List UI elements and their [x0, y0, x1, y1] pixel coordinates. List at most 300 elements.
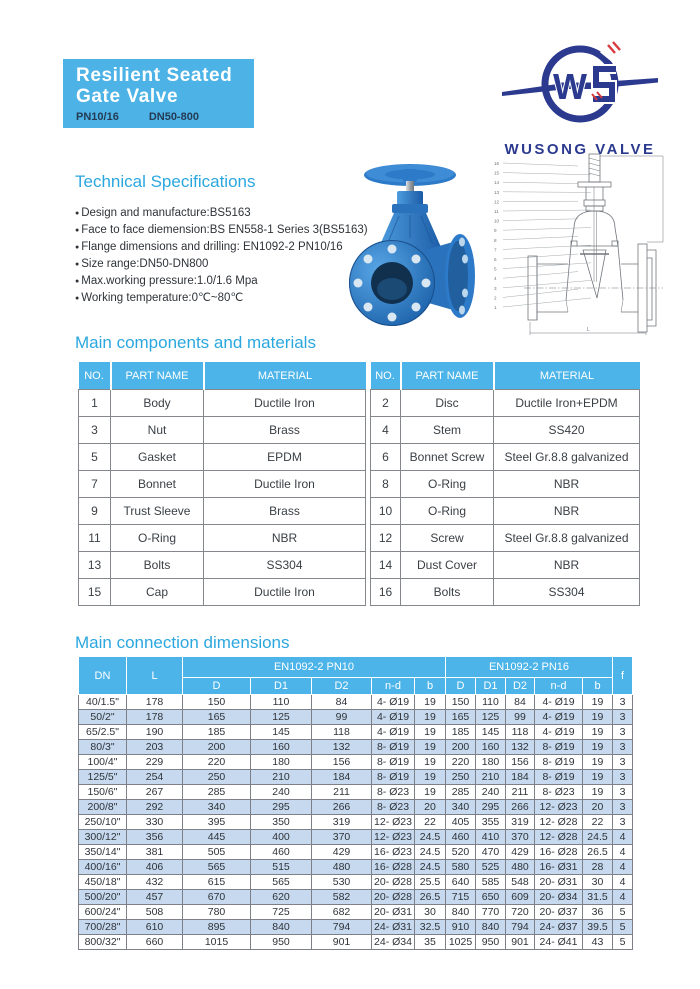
cell: 185 [183, 725, 251, 740]
cell: 178 [127, 710, 183, 725]
cell: 295 [251, 800, 312, 815]
table-row [79, 525, 366, 552]
table-row [371, 552, 640, 579]
cell: Steel Gr.8.8 galvanized [494, 444, 640, 471]
svg-text:15: 15 [494, 170, 500, 176]
cell: 210 [476, 770, 506, 785]
col-dn: DN [79, 657, 127, 695]
spec-bullet: ● Working temperature:0℃~80℃ [75, 290, 347, 307]
page-title-line2: Gate Valve [76, 86, 179, 107]
cell: 840 [476, 920, 506, 935]
spec-bullet: ● Flange dimensions and drilling: EN1092-2 PN10/16 [75, 239, 347, 256]
table-row [79, 710, 633, 725]
cell: 565 [251, 875, 312, 890]
cell: 660 [127, 935, 183, 950]
cell: 50/2" [79, 710, 127, 725]
cell: 8- Ø19 [535, 740, 583, 755]
cell: 16 [371, 579, 401, 606]
cell: 405 [446, 815, 476, 830]
cell: 429 [506, 845, 535, 860]
cell: 5 [613, 935, 633, 950]
brand-name: WUSONG VALVE [504, 141, 656, 158]
cell: 184 [312, 770, 372, 785]
cell: 19 [415, 740, 446, 755]
cell: NBR [494, 552, 640, 579]
cell: 211 [312, 785, 372, 800]
cell: 500/20" [79, 890, 127, 905]
cell: 156 [312, 755, 372, 770]
cell: O-Ring [111, 525, 204, 552]
cell: 20- Ø37 [535, 905, 583, 920]
cell: 840 [446, 905, 476, 920]
cell: 19 [583, 725, 613, 740]
cell: 19 [583, 785, 613, 800]
cell: 505 [183, 845, 251, 860]
cell: 178 [127, 695, 183, 710]
cell: 582 [312, 890, 372, 905]
svg-text:14: 14 [494, 180, 500, 186]
cell: 15 [79, 579, 111, 606]
title-block [63, 59, 254, 128]
table-row [79, 579, 366, 606]
cell: 145 [251, 725, 312, 740]
cell: Cap [111, 579, 204, 606]
svg-text:9: 9 [494, 228, 497, 234]
cell: 10 [371, 498, 401, 525]
cell: 16- Ø28 [372, 860, 415, 875]
table-row [79, 875, 633, 890]
cell: Stem [401, 417, 494, 444]
svg-text:2: 2 [494, 295, 497, 301]
wusong-logo-icon [498, 38, 662, 135]
cell: 901 [312, 935, 372, 950]
cell: 200/8" [79, 800, 127, 815]
col-d1: D1 [251, 678, 312, 695]
cell: 19 [415, 710, 446, 725]
cell: 901 [506, 935, 535, 950]
cell: 370 [312, 830, 372, 845]
cell: 6 [371, 444, 401, 471]
table-row [79, 860, 633, 875]
cell: 4- Ø19 [372, 710, 415, 725]
cell: 3 [613, 710, 633, 725]
table-row [79, 770, 633, 785]
table-row [79, 417, 366, 444]
cell: 12- Ø23 [372, 830, 415, 845]
cell: 285 [183, 785, 251, 800]
cell: 4 [613, 845, 633, 860]
cell: 24.5 [415, 860, 446, 875]
cell: 12- Ø23 [372, 815, 415, 830]
cell: 240 [251, 785, 312, 800]
cell: Ductile Iron [204, 390, 366, 417]
cell: 381 [127, 845, 183, 860]
cell: 100/4" [79, 755, 127, 770]
cell: 20 [415, 800, 446, 815]
cell: 406 [127, 860, 183, 875]
col-b: b [583, 678, 613, 695]
cell: 43 [583, 935, 613, 950]
cell: 16- Ø23 [372, 845, 415, 860]
cell: 65/2.5" [79, 725, 127, 740]
cell: 910 [446, 920, 476, 935]
cell: 840 [251, 920, 312, 935]
table-row [79, 920, 633, 935]
cell: 110 [251, 695, 312, 710]
cell: 520 [446, 845, 476, 860]
col-part-name: PART NAME [401, 362, 494, 390]
table-row [79, 845, 633, 860]
table-header-row [79, 657, 633, 678]
title-subline [76, 111, 254, 123]
cell: O-Ring [401, 471, 494, 498]
cell: SS304 [204, 552, 366, 579]
page-title-line1: Resilient Seated [76, 65, 233, 86]
cell: 319 [506, 815, 535, 830]
cell: 31.5 [583, 890, 613, 905]
front-flange [349, 240, 435, 326]
cell: 180 [476, 755, 506, 770]
col-d2: D2 [506, 678, 535, 695]
cell: 24- Ø31 [372, 920, 415, 935]
cell: 4- Ø19 [372, 725, 415, 740]
table-row [371, 525, 640, 552]
table-header-row [79, 362, 366, 390]
cell: 250/10" [79, 815, 127, 830]
right-flange [445, 234, 475, 318]
cell: 770 [476, 905, 506, 920]
cell: 203 [127, 740, 183, 755]
cell: 285 [446, 785, 476, 800]
cell: 80/3" [79, 740, 127, 755]
tech-specs-list [75, 205, 368, 307]
table-row [79, 740, 633, 755]
cell: 8- Ø23 [372, 800, 415, 815]
cell: 700/28" [79, 920, 127, 935]
col-material: MATERIAL [204, 362, 366, 390]
cell: 950 [251, 935, 312, 950]
dimensions-heading: Main connection dimensions [75, 633, 290, 652]
cell: Steel Gr.8.8 galvanized [494, 525, 640, 552]
cell: 132 [506, 740, 535, 755]
cell: 794 [506, 920, 535, 935]
components-heading: Main components and materials [75, 333, 316, 352]
table-row [79, 890, 633, 905]
table-row [371, 579, 640, 606]
cell: 895 [183, 920, 251, 935]
cell: NBR [494, 498, 640, 525]
table-row [371, 498, 640, 525]
cell: 600/24" [79, 905, 127, 920]
cell: 395 [183, 815, 251, 830]
svg-text:1: 1 [494, 305, 497, 310]
cell: 26.5 [583, 845, 613, 860]
cell: SS304 [494, 579, 640, 606]
valve-photo [347, 158, 487, 333]
cell: 150 [183, 695, 251, 710]
cell: 480 [506, 860, 535, 875]
cell: 670 [183, 890, 251, 905]
cell: 515 [251, 860, 312, 875]
cell: Bolts [401, 579, 494, 606]
cell: 8- Ø23 [372, 785, 415, 800]
cell: SS420 [494, 417, 640, 444]
cell: 340 [446, 800, 476, 815]
cell: 190 [127, 725, 183, 740]
col-no: NO. [79, 362, 111, 390]
cell: 22 [583, 815, 613, 830]
cell: Dust Cover [401, 552, 494, 579]
cell: Bolts [111, 552, 204, 579]
spec-bullet: ● Design and manufacture:BS5163 [75, 205, 347, 222]
cell: 300/12" [79, 830, 127, 845]
cell: 720 [506, 905, 535, 920]
cell: 725 [251, 905, 312, 920]
cell: Screw [401, 525, 494, 552]
spec-bullet: ● Size range:DN50-DN800 [75, 256, 347, 273]
spec-bullet: ● Max.working pressure:1.0/1.6 Mpa [75, 273, 347, 290]
cell: 950 [476, 935, 506, 950]
cell: NBR [204, 525, 366, 552]
pressure-rating: PN10/16 [76, 111, 119, 123]
table-row [79, 444, 366, 471]
cell: 24.5 [583, 830, 613, 845]
cell: 800/32" [79, 935, 127, 950]
cell: 16- Ø31 [535, 860, 583, 875]
cell: 7 [79, 471, 111, 498]
cell: 5 [613, 905, 633, 920]
svg-text:4: 4 [494, 276, 497, 282]
cell: 26.5 [415, 890, 446, 905]
components-tables [78, 362, 640, 606]
cell: 620 [251, 890, 312, 905]
cell: 295 [476, 800, 506, 815]
cell: 445 [183, 830, 251, 845]
cell: Ductile Iron [204, 579, 366, 606]
components-table-left [78, 362, 366, 606]
dimensions-table [78, 656, 633, 950]
cell: 110 [476, 695, 506, 710]
cell: Trust Sleeve [111, 498, 204, 525]
cell: 184 [506, 770, 535, 785]
svg-text:8: 8 [494, 237, 497, 243]
cell: 319 [312, 815, 372, 830]
cell: 450/18" [79, 875, 127, 890]
group-pn10: EN1092-2 PN10 [183, 657, 446, 678]
cell: 585 [476, 875, 506, 890]
cell: 16- Ø28 [535, 845, 583, 860]
cell: 19 [583, 740, 613, 755]
col-f: f [613, 657, 633, 695]
table-row [79, 755, 633, 770]
cell: Ductile Iron+EPDM [494, 390, 640, 417]
col-d1: D1 [476, 678, 506, 695]
cell: 330 [127, 815, 183, 830]
cell: 3 [613, 695, 633, 710]
cell: 229 [127, 755, 183, 770]
size-range: DN50-800 [148, 111, 199, 123]
cell: 19 [415, 725, 446, 740]
cell: 350 [251, 815, 312, 830]
cell: 20- Ø31 [535, 875, 583, 890]
table-row [79, 815, 633, 830]
cell: 150/6" [79, 785, 127, 800]
cell: 40/1.5" [79, 695, 127, 710]
cell: 530 [312, 875, 372, 890]
group-pn16: EN1092-2 PN16 [446, 657, 613, 678]
svg-text:7: 7 [494, 247, 497, 253]
col-b: b [415, 678, 446, 695]
cell: 22 [415, 815, 446, 830]
table-row [79, 800, 633, 815]
drawing-callouts [494, 161, 591, 310]
cell: 580 [446, 860, 476, 875]
cell: 24- Ø41 [535, 935, 583, 950]
cell: 220 [183, 755, 251, 770]
cell: 12 [371, 525, 401, 552]
cell: 5 [79, 444, 111, 471]
svg-text:13: 13 [494, 189, 500, 195]
col-no: NO. [371, 362, 401, 390]
cell: 125 [476, 710, 506, 725]
col-d2: D2 [312, 678, 372, 695]
cell: 470 [476, 845, 506, 860]
cell: 19 [583, 695, 613, 710]
col-part-name: PART NAME [111, 362, 204, 390]
cell: 3 [613, 740, 633, 755]
cell: 99 [506, 710, 535, 725]
table-row [79, 498, 366, 525]
cell: 84 [506, 695, 535, 710]
cell: 20- Ø28 [372, 890, 415, 905]
cell: 410 [476, 830, 506, 845]
cell: Disc [401, 390, 494, 417]
svg-text:11: 11 [494, 209, 499, 214]
cell: 25.5 [415, 875, 446, 890]
svg-text:6: 6 [494, 257, 497, 262]
cell: 1015 [183, 935, 251, 950]
cell: 240 [476, 785, 506, 800]
cell: 30 [415, 905, 446, 920]
cell: 20- Ø28 [372, 875, 415, 890]
cell: Gasket [111, 444, 204, 471]
cell: 460 [251, 845, 312, 860]
cell: 19 [583, 710, 613, 725]
cell: 432 [127, 875, 183, 890]
cell: 19 [415, 755, 446, 770]
cell: 160 [476, 740, 506, 755]
cell: 118 [506, 725, 535, 740]
cell: 640 [446, 875, 476, 890]
col-material: MATERIAL [494, 362, 640, 390]
cell: 400 [251, 830, 312, 845]
cell: 400/16" [79, 860, 127, 875]
tech-specs-heading: Technical Specifications [75, 172, 256, 191]
cell: 19 [415, 785, 446, 800]
cell: 3 [613, 800, 633, 815]
table-row [371, 444, 640, 471]
col-nd: n-d [535, 678, 583, 695]
cell: 12- Ø28 [535, 815, 583, 830]
table-header-row [371, 362, 640, 390]
cell: 24- Ø37 [535, 920, 583, 935]
cell: 4 [613, 875, 633, 890]
cell: 2 [371, 390, 401, 417]
table-row [79, 830, 633, 845]
col-l: L [127, 657, 183, 695]
cell: 210 [251, 770, 312, 785]
svg-text:3: 3 [494, 285, 497, 291]
cell: 1025 [446, 935, 476, 950]
cell: 525 [476, 860, 506, 875]
cell: 4- Ø19 [535, 695, 583, 710]
company-logo [498, 38, 662, 158]
cell: 4- Ø19 [372, 695, 415, 710]
cell: 3 [613, 755, 633, 770]
cell: 14 [371, 552, 401, 579]
cell: 3 [79, 417, 111, 444]
cell: 682 [312, 905, 372, 920]
col-nd: n-d [372, 678, 415, 695]
cell: Nut [111, 417, 204, 444]
cell: 211 [506, 785, 535, 800]
cell: 780 [183, 905, 251, 920]
table-row [79, 695, 633, 710]
cell: 8- Ø19 [372, 770, 415, 785]
cell: 20- Ø31 [372, 905, 415, 920]
cell: 13 [79, 552, 111, 579]
cell: 508 [127, 905, 183, 920]
cell: 267 [127, 785, 183, 800]
cell: 4 [613, 860, 633, 875]
cell: 3 [613, 815, 633, 830]
spec-bullet: ● Face to face diemension:BS EN558-1 Series 3(BS5163) [75, 222, 347, 239]
cell: 548 [506, 875, 535, 890]
logo-monogram: W [553, 66, 587, 107]
cell: 565 [183, 860, 251, 875]
cell: 4- Ø19 [535, 710, 583, 725]
cell: 715 [446, 890, 476, 905]
cell: 125 [251, 710, 312, 725]
cell: 19 [415, 770, 446, 785]
cell: 118 [312, 725, 372, 740]
cell: 8- Ø19 [372, 740, 415, 755]
cell: 350/14" [79, 845, 127, 860]
drawing-dim-label: L [587, 327, 590, 333]
cell: EPDM [204, 444, 366, 471]
cell: 266 [312, 800, 372, 815]
cell: 340 [183, 800, 251, 815]
cell: 84 [312, 695, 372, 710]
cell: 19 [583, 770, 613, 785]
cell: 3 [613, 770, 633, 785]
svg-text:16: 16 [494, 161, 500, 166]
cell: Bonnet [111, 471, 204, 498]
cell: 254 [127, 770, 183, 785]
cell: 36 [583, 905, 613, 920]
cell: O-Ring [401, 498, 494, 525]
cell: NBR [494, 471, 640, 498]
table-row [79, 905, 633, 920]
cell: Brass [204, 498, 366, 525]
svg-text:10: 10 [494, 218, 500, 224]
table-row [371, 417, 640, 444]
cell: 355 [476, 815, 506, 830]
cell: 794 [312, 920, 372, 935]
cell: 460 [446, 830, 476, 845]
cell: 145 [476, 725, 506, 740]
cell: 610 [127, 920, 183, 935]
